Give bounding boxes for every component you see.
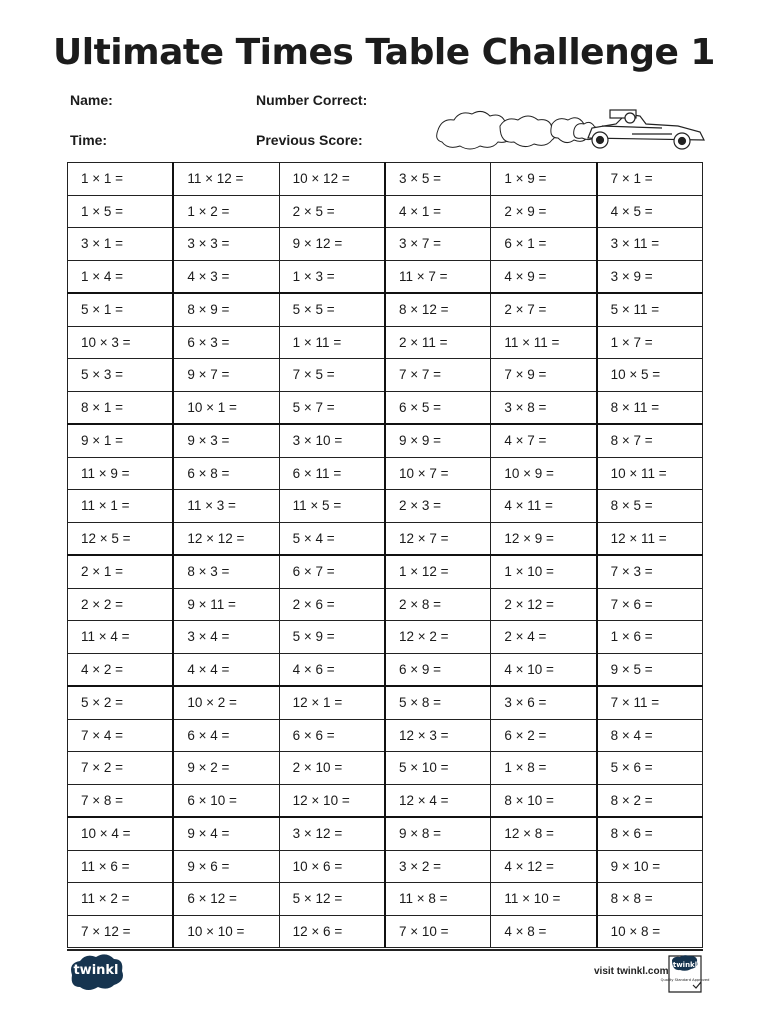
visit-link[interactable]: visit twinkl.com <box>594 966 669 977</box>
question-cell: 7 × 5 = <box>279 359 385 392</box>
question-cell: 5 × 6 = <box>597 752 703 785</box>
question-cell: 12 × 6 = <box>279 915 385 948</box>
question-cell: 5 × 7 = <box>279 391 385 424</box>
question-cell: 12 × 5 = <box>68 522 174 555</box>
question-cell: 2 × 2 = <box>68 588 174 621</box>
question-cell: 5 × 11 = <box>597 293 703 326</box>
question-cell: 3 × 2 = <box>385 850 491 883</box>
question-cell: 1 × 9 = <box>491 163 597 196</box>
question-cell: 7 × 8 = <box>68 784 174 817</box>
previous-score-label: Previous Score: <box>256 132 363 148</box>
question-cell: 12 × 9 = <box>491 522 597 555</box>
question-cell: 4 × 8 = <box>491 915 597 948</box>
question-cell: 3 × 8 = <box>491 391 597 424</box>
question-cell: 7 × 1 = <box>597 163 703 196</box>
twinkl-logo <box>66 955 126 991</box>
question-cell: 1 × 8 = <box>491 752 597 785</box>
question-cell: 2 × 11 = <box>385 326 491 359</box>
question-cell: 10 × 3 = <box>68 326 174 359</box>
question-cell: 4 × 2 = <box>68 653 174 686</box>
question-cell: 9 × 1 = <box>68 424 174 457</box>
page-title: Ultimate Times Table Challenge 1 <box>53 32 715 73</box>
question-cell: 8 × 9 = <box>173 293 279 326</box>
number-correct-label: Number Correct: <box>256 92 368 108</box>
question-cell: 5 × 9 = <box>279 621 385 654</box>
table-row <box>68 391 703 424</box>
question-cell: 1 × 10 = <box>491 555 597 588</box>
table-row <box>68 915 703 948</box>
question-cell: 11 × 9 = <box>68 457 174 490</box>
question-cell: 1 × 12 = <box>385 555 491 588</box>
question-cell: 4 × 7 = <box>491 424 597 457</box>
question-cell: 11 × 4 = <box>68 621 174 654</box>
question-cell: 5 × 4 = <box>279 522 385 555</box>
times-table-grid <box>67 162 703 948</box>
question-cell: 8 × 3 = <box>173 555 279 588</box>
question-cell: 11 × 5 = <box>279 490 385 523</box>
question-cell: 2 × 6 = <box>279 588 385 621</box>
table-row <box>68 555 703 588</box>
badge-text: Quality Standard Approved <box>660 978 710 982</box>
table-row <box>68 588 703 621</box>
table-row <box>68 752 703 785</box>
question-cell: 1 × 4 = <box>68 260 174 293</box>
question-cell: 3 × 1 = <box>68 228 174 261</box>
question-cell: 1 × 1 = <box>68 163 174 196</box>
table-row <box>68 195 703 228</box>
question-cell: 9 × 6 = <box>173 850 279 883</box>
question-cell: 10 × 11 = <box>597 457 703 490</box>
question-cell: 1 × 5 = <box>68 195 174 228</box>
question-cell: 11 × 7 = <box>385 260 491 293</box>
table-row <box>68 260 703 293</box>
question-cell: 12 × 11 = <box>597 522 703 555</box>
question-cell: 4 × 1 = <box>385 195 491 228</box>
question-cell: 2 × 5 = <box>279 195 385 228</box>
question-cell: 4 × 10 = <box>491 653 597 686</box>
question-cell: 6 × 1 = <box>491 228 597 261</box>
question-cell: 4 × 12 = <box>491 850 597 883</box>
question-cell: 12 × 12 = <box>173 522 279 555</box>
question-cell: 6 × 2 = <box>491 719 597 752</box>
table-row <box>68 653 703 686</box>
question-cell: 9 × 9 = <box>385 424 491 457</box>
table-row <box>68 326 703 359</box>
question-cell: 11 × 6 = <box>68 850 174 883</box>
question-cell: 3 × 5 = <box>385 163 491 196</box>
question-cell: 2 × 12 = <box>491 588 597 621</box>
table-row <box>68 817 703 850</box>
question-cell: 7 × 4 = <box>68 719 174 752</box>
question-cell: 3 × 9 = <box>597 260 703 293</box>
question-cell: 7 × 9 = <box>491 359 597 392</box>
question-cell: 7 × 11 = <box>597 686 703 719</box>
question-cell: 8 × 5 = <box>597 490 703 523</box>
question-cell: 10 × 2 = <box>173 686 279 719</box>
table-row <box>68 850 703 883</box>
question-cell: 10 × 10 = <box>173 915 279 948</box>
question-cell: 9 × 10 = <box>597 850 703 883</box>
question-cell: 1 × 2 = <box>173 195 279 228</box>
question-cell: 5 × 5 = <box>279 293 385 326</box>
question-cell: 12 × 7 = <box>385 522 491 555</box>
question-cell: 4 × 4 = <box>173 653 279 686</box>
question-cell: 3 × 7 = <box>385 228 491 261</box>
question-cell: 3 × 11 = <box>597 228 703 261</box>
question-cell: 12 × 4 = <box>385 784 491 817</box>
question-cell: 9 × 4 = <box>173 817 279 850</box>
table-row <box>68 686 703 719</box>
twinkl-logo-text: twinkl <box>73 963 119 978</box>
question-cell: 6 × 11 = <box>279 457 385 490</box>
question-cell: 8 × 7 = <box>597 424 703 457</box>
table-row <box>68 457 703 490</box>
question-cell: 11 × 2 = <box>68 883 174 916</box>
question-cell: 3 × 4 = <box>173 621 279 654</box>
question-cell: 1 × 6 = <box>597 621 703 654</box>
question-cell: 8 × 2 = <box>597 784 703 817</box>
question-cell: 10 × 6 = <box>279 850 385 883</box>
question-cell: 11 × 12 = <box>173 163 279 196</box>
question-cell: 5 × 2 = <box>68 686 174 719</box>
question-cell: 2 × 10 = <box>279 752 385 785</box>
question-cell: 5 × 12 = <box>279 883 385 916</box>
question-cell: 10 × 1 = <box>173 391 279 424</box>
question-cell: 10 × 9 = <box>491 457 597 490</box>
time-label: Time: <box>70 132 108 148</box>
question-cell: 6 × 3 = <box>173 326 279 359</box>
question-cell: 11 × 11 = <box>491 326 597 359</box>
question-cell: 7 × 7 = <box>385 359 491 392</box>
question-cell: 8 × 8 = <box>597 883 703 916</box>
question-cell: 9 × 11 = <box>173 588 279 621</box>
question-cell: 11 × 10 = <box>491 883 597 916</box>
question-cell: 8 × 10 = <box>491 784 597 817</box>
question-cell: 1 × 11 = <box>279 326 385 359</box>
question-cell: 3 × 10 = <box>279 424 385 457</box>
question-cell: 12 × 10 = <box>279 784 385 817</box>
question-cell: 6 × 12 = <box>173 883 279 916</box>
question-cell: 11 × 8 = <box>385 883 491 916</box>
question-cell: 9 × 8 = <box>385 817 491 850</box>
table-row <box>68 490 703 523</box>
question-cell: 4 × 3 = <box>173 260 279 293</box>
table-row <box>68 293 703 326</box>
question-cell: 5 × 8 = <box>385 686 491 719</box>
question-cell: 3 × 3 = <box>173 228 279 261</box>
race-car-icon <box>432 104 708 156</box>
question-cell: 9 × 12 = <box>279 228 385 261</box>
footer-divider <box>67 949 703 951</box>
question-cell: 9 × 3 = <box>173 424 279 457</box>
question-cell: 9 × 7 = <box>173 359 279 392</box>
question-cell: 9 × 5 = <box>597 653 703 686</box>
table-row <box>68 359 703 392</box>
table-row <box>68 883 703 916</box>
question-cell: 10 × 12 = <box>279 163 385 196</box>
question-cell: 11 × 1 = <box>68 490 174 523</box>
question-cell: 5 × 3 = <box>68 359 174 392</box>
question-cell: 6 × 7 = <box>279 555 385 588</box>
question-cell: 8 × 4 = <box>597 719 703 752</box>
question-cell: 4 × 9 = <box>491 260 597 293</box>
question-cell: 6 × 8 = <box>173 457 279 490</box>
question-cell: 2 × 7 = <box>491 293 597 326</box>
question-cell: 2 × 8 = <box>385 588 491 621</box>
smoke-cloud-icon <box>437 111 598 149</box>
question-cell: 8 × 6 = <box>597 817 703 850</box>
question-cell: 10 × 5 = <box>597 359 703 392</box>
question-cell: 1 × 3 = <box>279 260 385 293</box>
question-cell: 8 × 11 = <box>597 391 703 424</box>
question-cell: 4 × 5 = <box>597 195 703 228</box>
table-row <box>68 228 703 261</box>
question-cell: 2 × 3 = <box>385 490 491 523</box>
question-cell: 10 × 7 = <box>385 457 491 490</box>
badge-brand: twinkl <box>672 961 698 969</box>
table-row <box>68 784 703 817</box>
question-cell: 7 × 2 = <box>68 752 174 785</box>
table-row <box>68 424 703 457</box>
question-cell: 7 × 6 = <box>597 588 703 621</box>
question-cell: 2 × 1 = <box>68 555 174 588</box>
question-cell: 12 × 2 = <box>385 621 491 654</box>
question-cell: 2 × 9 = <box>491 195 597 228</box>
question-cell: 8 × 1 = <box>68 391 174 424</box>
question-cell: 2 × 4 = <box>491 621 597 654</box>
question-cell: 8 × 12 = <box>385 293 491 326</box>
question-cell: 12 × 8 = <box>491 817 597 850</box>
question-cell: 6 × 6 = <box>279 719 385 752</box>
question-cell: 12 × 1 = <box>279 686 385 719</box>
table-row <box>68 621 703 654</box>
table-row <box>68 719 703 752</box>
table-row <box>68 163 703 196</box>
question-cell: 4 × 6 = <box>279 653 385 686</box>
question-cell: 7 × 12 = <box>68 915 174 948</box>
question-cell: 10 × 4 = <box>68 817 174 850</box>
question-cell: 6 × 10 = <box>173 784 279 817</box>
question-cell: 4 × 11 = <box>491 490 597 523</box>
question-cell: 1 × 7 = <box>597 326 703 359</box>
question-cell: 5 × 1 = <box>68 293 174 326</box>
question-cell: 9 × 2 = <box>173 752 279 785</box>
question-cell: 7 × 10 = <box>385 915 491 948</box>
question-cell: 5 × 10 = <box>385 752 491 785</box>
table-row <box>68 522 703 555</box>
question-cell: 7 × 3 = <box>597 555 703 588</box>
name-label: Name: <box>70 92 113 108</box>
quality-badge-icon <box>660 954 710 994</box>
question-cell: 3 × 6 = <box>491 686 597 719</box>
question-cell: 10 × 8 = <box>597 915 703 948</box>
question-cell: 3 × 12 = <box>279 817 385 850</box>
question-cell: 12 × 3 = <box>385 719 491 752</box>
question-cell: 6 × 9 = <box>385 653 491 686</box>
question-cell: 11 × 3 = <box>173 490 279 523</box>
question-cell: 6 × 5 = <box>385 391 491 424</box>
question-cell: 6 × 4 = <box>173 719 279 752</box>
